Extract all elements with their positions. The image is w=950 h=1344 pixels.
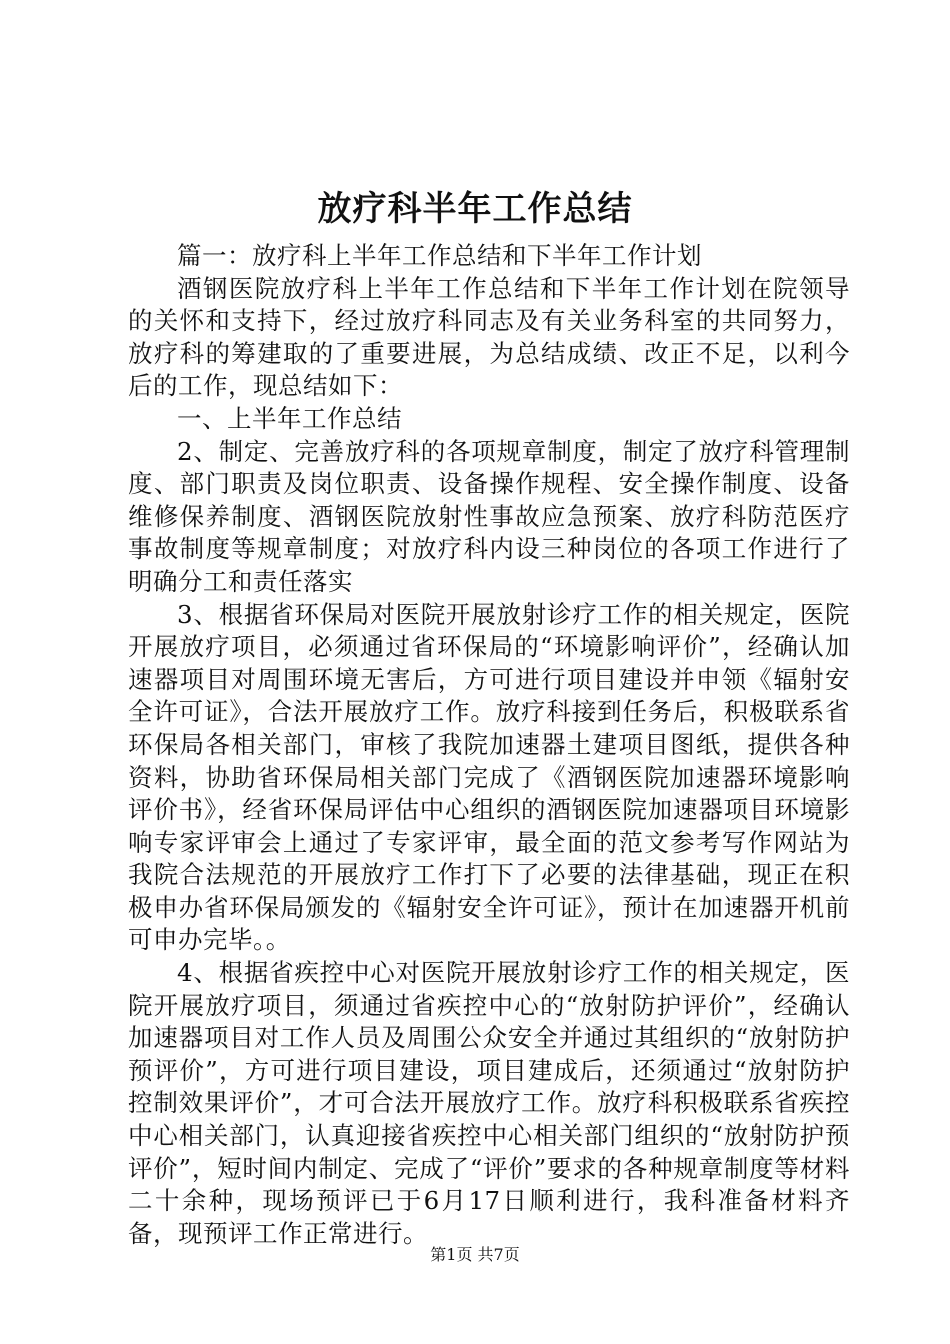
paragraph-item-2: 2、制定、完善放疗科的各项规章制度，制定了放疗科管理制度、部门职责及岗位职责、设备操作规程、安全操作制度、设备维修保养制度、酒钢医院放射性事故应急预案、放疗科防范医疗事故制度等规章制度；对放疗科内设三种岗位的各项工作进行了明确分工和责任落实 — [128, 436, 850, 596]
page-footer: 第1页 共7页 — [430, 1245, 520, 1264]
paragraph-intro: 酒钢医院放疗科上半年工作总结和下半年工作计划在院领导的关怀和支持下，经过放疗科同志及有关业务科室的共同努力，放疗科的筹建取的了重要进展，为总结成绩、改正不足，以利今后的工作，现总结如下： — [128, 273, 850, 401]
paragraph-subtitle: 篇一：放疗科上半年工作总结和下半年工作计划 — [177, 241, 702, 270]
document-body — [128, 240, 850, 1250]
paragraph-item-3: 3、根据省环保局对医院开展放射诊疗工作的相关规定，医院开展放疗项目，必须通过省环保局的“环境影响评价”，经确认加速器项目对周围环境无害后，方可进行项目建设并申领《辐射安全许可证》，合法开展放疗工作。放疗科接到任务后，积极联系省环保局各相关部门，审核了我院加速器土建项目图纸，提供各种资料，协助省环保局相关部门完成了《酒钢医院加速器环境影响评价书》，经省环保局评估中心组织的酒钢医院加速器项目环境影响专家评审会上通过了专家评审，最全面的范文参考写作网站为我院合法规范的开展放疗工作打下了必要的法律基础，现正在积极申办省环保局颁发的《辐射安全许可证》，预计在加速器开机前可申办完毕。。 — [128, 599, 850, 955]
section-heading: 一、上半年工作总结 — [177, 403, 402, 433]
paragraph-item-4: 4、根据省疾控中心对医院开展放射诊疗工作的相关规定，医院开展放疗项目，须通过省疾控中心的“放射防护评价”，经确认加速器项目对工作人员及周围公众安全并通过其组织的“放射防护预评价”，方可进行项目建设，项目建成后，还须通过“放射防护控制效果评价”，才可合法开展放疗工作。放疗科积极联系省疾控中心相关部门，认真迎接省疾控中心相关部门组织的“放射防护预评价”，短时间内制定、完成了“评价”要求的各种规章制度等材料二十余种，现场预评已于6月17日顺利进行，我科准备材料齐备，现预评工作正常进行。 — [128, 958, 850, 1248]
document-title: 放疗科半年工作总结 — [317, 189, 633, 229]
